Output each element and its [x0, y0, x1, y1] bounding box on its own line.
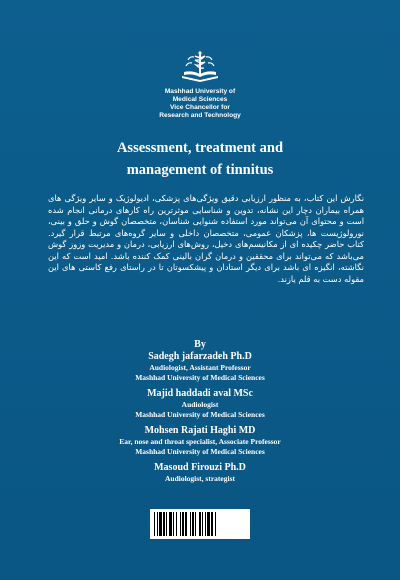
- author-affiliation: Mashhad University of Medical Sciences: [135, 447, 265, 456]
- barcode-bar: [205, 512, 206, 536]
- author-affiliation: Mashhad University of Medical Sciences: [135, 410, 265, 419]
- author-name: Masoud Firouzi Ph.D: [154, 462, 246, 473]
- university-line: Mashhad University of: [164, 88, 236, 95]
- barcode-bar: [202, 512, 203, 536]
- barcode-bar: [169, 512, 172, 536]
- persian-abstract: نگارش این کتاب، به منظور ارزیابی دقیق ویژگی‌های پزشکی، ادیولوژیک و سایر ویژگی های همراه بیماران دچار این نشانه، تدوین و شناسایی موثرترین راه کارهای درمانی انجام شده است و محتوای آن می‌تواند مورد استفاده شنوایی شناسان، متخصصان گوش و حلق و بینی، نورولوژیست ها، پزشکان عمومی، متخصصان داخلی و سایر گروه‌های مرتبط قرار گیرد. کتاب حاضر چکیده ای از مکانیسم‌های دخیل، روش‌های ارزیابی، درمان و مدیریت وزوز گوش می‌باشد که می‌تواند برای محققین و درمان گران بالینی کمک کننده باشد. امید است که این نگاشته، انگیزه ای باشد برای دیگر استادان و پیشکسوتان تا در راستای رفع کاستی های این مقوله دست به قلم یازند.: [48, 193, 364, 284]
- author-affiliation: Mashhad University of Medical Sciences: [135, 373, 265, 382]
- barcode-icon: [154, 512, 246, 536]
- barcode-bar: [190, 512, 191, 536]
- barcode-bar: [215, 512, 216, 536]
- barcode-bar: [154, 512, 155, 536]
- university-line: Vice Chancellor for: [170, 104, 230, 111]
- barcode-bar: [207, 512, 210, 536]
- caduceus-book-emblem-icon: [178, 50, 222, 86]
- author-affiliation: Audiologist, strategist: [165, 474, 235, 483]
- university-line: Research and Technology: [159, 112, 241, 119]
- by-label: By: [194, 339, 206, 350]
- university-name: [0, 88, 400, 120]
- barcode-bar: [195, 512, 196, 536]
- author-name: Sadegh jafarzadeh Ph.D: [148, 351, 252, 362]
- author-affiliation: Ear, nose and throat specialist, Associate Professor: [119, 437, 281, 446]
- authors-block: [0, 338, 400, 484]
- barcode-bar: [176, 512, 177, 536]
- university-logo-block: [0, 50, 400, 120]
- barcode-bar: [173, 512, 174, 536]
- book-title-line: Assessment, treatment and: [116, 140, 284, 156]
- barcode-bar: [185, 512, 187, 536]
- book-title-line: management of tinnitus: [126, 162, 274, 178]
- barcode-bar: [180, 512, 181, 536]
- barcode-bar: [163, 512, 165, 536]
- author-affiliation: Audiologist, Assistant Professor: [149, 363, 251, 372]
- barcode-bar: [159, 512, 162, 536]
- barcode: [150, 509, 250, 539]
- author-name: Majid haddadi aval MSc: [147, 388, 253, 399]
- barcode-bar: [182, 512, 184, 536]
- university-line: Medical Sciences: [172, 96, 228, 103]
- barcode-bar: [166, 512, 167, 536]
- book-title: [0, 137, 400, 181]
- barcode-bar: [192, 512, 194, 536]
- author-affiliation: Audiologist: [181, 400, 219, 409]
- author: [0, 351, 400, 383]
- barcode-bar: [199, 512, 201, 536]
- author: [0, 462, 400, 484]
- barcode-bar: [211, 512, 213, 536]
- author: [0, 425, 400, 457]
- barcode-bar: [157, 512, 158, 536]
- author: [0, 388, 400, 420]
- author-name: Mohsen Rajati Haghi MD: [144, 425, 256, 436]
